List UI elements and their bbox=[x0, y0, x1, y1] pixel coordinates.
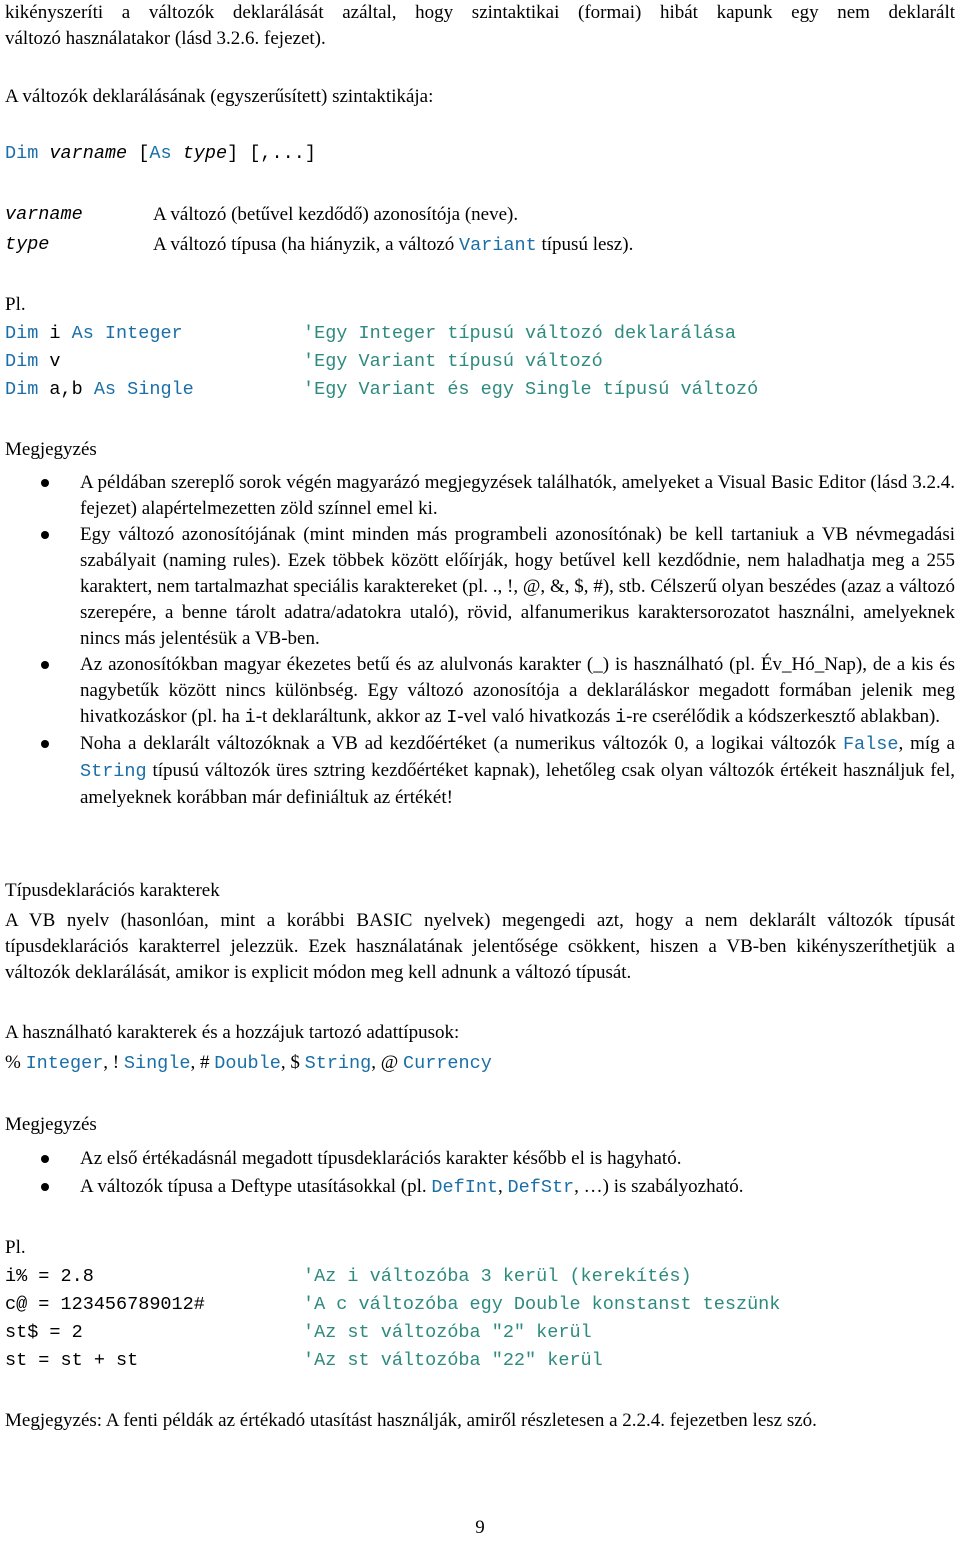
note2-title: Megjegyzés bbox=[5, 1114, 97, 1135]
example1-label: Pl. bbox=[5, 294, 26, 315]
code-comment-2: 'Egy Variant típusú változó bbox=[303, 351, 603, 372]
bullet-icon bbox=[41, 479, 49, 487]
note1-list bbox=[0, 470, 955, 811]
code2-comment-1: 'Az i változóba 3 kerül (kerekítés) bbox=[303, 1266, 692, 1287]
code-comment-1: 'Egy Integer típusú változó deklarálása bbox=[303, 323, 736, 344]
code2-line-3: st$ = 2 bbox=[5, 1322, 83, 1343]
bullet-icon bbox=[41, 661, 49, 669]
syntax-rest: ] [,...] bbox=[227, 143, 316, 164]
list-item: Egy változó azonosítójának (mint minden más programbeli azonosítónak) be kell tartaniuk a VB névmegadási szabályait (naming rules). Ezek többek között előírják, hogy betűvel kell kezdődnie, nem haladhatja meg a 255 karaktert, nem tartalmazhat speciális karaktereket (pl. ., !, @, &, $, #), stb. Célszerű olyan beszédes (azaz a változó szerepére, a benne tárolt adatra/adatokra utaló), rövid, alfanumerikus karaktersorozatot használni, amelyeknek nincs más jelentésük a VB-ben. bbox=[0, 522, 955, 652]
code-line-2: Dim v bbox=[5, 351, 61, 372]
code2-comment-4: 'Az st változóba "22" kerül bbox=[303, 1350, 603, 1371]
syntax-varname: varname bbox=[49, 143, 128, 164]
syntax-title: A változók deklarálásának (egyszerűsített) szintaktikája: bbox=[5, 86, 434, 107]
typechars-list: % Integer, ! Single, # Double, $ String, @ Currency bbox=[5, 1052, 492, 1074]
bullet-icon bbox=[41, 531, 49, 539]
code2-line-2: c@ = 123456789012# bbox=[5, 1294, 205, 1315]
syntax-open-bracket: [ bbox=[138, 143, 150, 164]
bullet-icon bbox=[41, 1155, 49, 1163]
code-line-3: Dim a,b As Single bbox=[5, 379, 194, 400]
note2-list bbox=[0, 1146, 955, 1201]
code-comment-3: 'Egy Variant és egy Single típusú változó bbox=[303, 379, 759, 400]
code-line-1: Dim i As Integer bbox=[5, 323, 183, 344]
list-item: A példában szereplő sorok végén magyarázó megjegyzések találhatók, amelyeket a Visual Basic Editor (lásd 3.2.4. fejezet) alapértelmezetten zöld színnel emel ki. bbox=[0, 470, 955, 522]
code2-comment-3: 'Az st változóba "2" kerül bbox=[303, 1322, 592, 1343]
typechars-paragraph: A VB nyelv (hasonlóan, mint a korábbi BASIC nyelvek) megengedi azt, hogy a nem deklarált változók típusát típusdeklarációs karakterrel jelezzük. Ezek használatának jelentősége csökkent, hiszen a VB-ben kikényszeríthetjük a változók deklarálását, amikor is explicit módon meg kell adnunk a változó típusát. bbox=[5, 910, 955, 983]
code2-comment-2: 'A c változóba egy Double konstanst teszünk bbox=[303, 1294, 781, 1315]
variant-code: Variant bbox=[459, 235, 537, 256]
bullet-icon bbox=[41, 740, 49, 748]
syntax-line bbox=[5, 141, 316, 167]
syntax-as: As bbox=[149, 143, 172, 164]
code2-line-4: st = st + st bbox=[5, 1350, 139, 1371]
code2-line-1: i% = 2.8 bbox=[5, 1266, 94, 1287]
intro-line-1: kikényszeríti a változók deklarálását azáltal, hogy szintaktikai (formai) hibát kapunk egy nem deklarált bbox=[5, 2, 955, 23]
typechars-list-title: A használható karakterek és a hozzájuk tartozó adattípusok: bbox=[5, 1022, 460, 1043]
syntax-type: type bbox=[182, 143, 228, 164]
example2-label: Pl. bbox=[5, 1237, 26, 1258]
param-varname: varname bbox=[5, 204, 83, 225]
intro-line-2: változó használatakor (lásd 3.2.6. fejezet). bbox=[5, 28, 326, 49]
note1-title: Megjegyzés bbox=[5, 439, 97, 460]
list-item: A változók típusa a Deftype utasításokkal (pl. DefInt, DefStr, …) is szabályozható. bbox=[0, 1174, 955, 1201]
param-varname-desc: A változó (betűvel kezdődő) azonosítója (neve). bbox=[153, 204, 519, 225]
param-type-desc: A változó típusa (ha hiányzik, a változó Variant típusú lesz). bbox=[153, 234, 634, 256]
page-number: 9 bbox=[475, 1517, 485, 1538]
typechars-title: Típusdeklarációs karakterek bbox=[5, 880, 220, 901]
param-type: type bbox=[5, 234, 50, 255]
bullet-icon bbox=[41, 1183, 49, 1191]
list-item: Noha a deklarált változóknak a VB ad kezdőértéket (a numerikus változók 0, a logikai változók False, míg a String típusú változók üres sztring kezdőértéket kapnak), lehetőleg csak olyan változók értékeit használjuk fel, amelyeknek korábban már definiáltuk az értékét! bbox=[0, 731, 955, 811]
final-note: Megjegyzés: A fenti példák az értékadó utasítást használják, amiről részletesen a 2.2.4. fejezetben lesz szó. bbox=[5, 1410, 817, 1431]
list-item: Az első értékadásnál megadott típusdeklarációs karakter később el is hagyható. bbox=[0, 1146, 955, 1172]
list-item: Az azonosítókban magyar ékezetes betű és az alulvonás karakter (_) is használható (pl. Év_Hó_Nap), de a kis és nagybetűk között nincs különbség. Egy változó azonosítója a deklaráláskor megadott formában jelenik meg hivatkozáskor (pl. ha i-t deklaráltunk, akkor az I-vel való hivatkozás i-re cserélődik a kódszerkesztő ablakban). bbox=[0, 652, 955, 731]
syntax-dim: Dim bbox=[5, 143, 39, 164]
